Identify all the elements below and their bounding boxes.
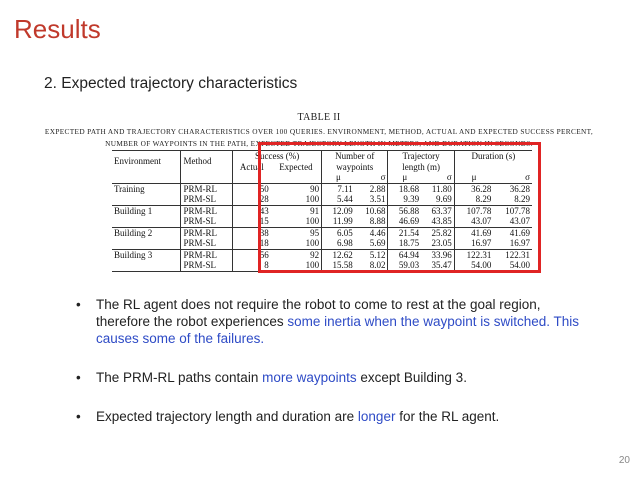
bullet-item (76, 408, 596, 425)
header-duration: Duration (s) (471, 151, 516, 161)
table-row (112, 249, 532, 260)
cell-duration-sigma: 8.29 (514, 194, 530, 204)
cell-duration-mu: 16.97 (471, 238, 492, 248)
cell-duration-sigma: 16.97 (509, 238, 530, 248)
cell-waypoints-sigma: 5.12 (355, 249, 388, 260)
table-row (112, 238, 532, 249)
cell-environment: Building 1 (112, 205, 181, 216)
cell-waypoints-sigma: 8.02 (355, 260, 388, 271)
cell-duration-mu: 54.00 (471, 260, 492, 270)
header-len-mu: μ (402, 172, 408, 182)
bullet-list (76, 296, 596, 447)
cell-method: PRM-RL (181, 205, 233, 216)
cell-method: PRM-RL (181, 183, 233, 194)
cell-waypoints-sigma: 8.88 (355, 216, 388, 227)
cell-duration-sigma: 36.28 (509, 183, 530, 194)
bullet-highlight: longer (357, 409, 396, 424)
header-actual: Actual (239, 161, 264, 172)
header-dur-sigma: σ (525, 172, 530, 182)
header-wp-sigma: σ (355, 172, 388, 183)
bullet-item (76, 369, 596, 386)
cell-expected: 92 (271, 249, 322, 260)
bullet-item (76, 296, 596, 347)
cell-actual: 8 (264, 260, 269, 270)
bullet-text-end: except Building 3. (356, 370, 467, 385)
cell-duration-mu: 107.78 (466, 205, 492, 216)
cell-duration-sigma: 43.07 (509, 216, 530, 226)
cell-length-sigma: 9.69 (421, 194, 454, 205)
table-row (112, 205, 532, 216)
cell-environment: Building 2 (112, 227, 181, 238)
cell-duration-mu: 41.69 (471, 227, 492, 238)
cell-duration-sigma: 41.69 (509, 227, 530, 238)
cell-length-sigma: 35.47 (421, 260, 454, 271)
cell-method: PRM-RL (181, 227, 233, 238)
results-table-grid (112, 150, 532, 272)
header-success: Success (%) (233, 151, 322, 162)
cell-method: PRM-RL (181, 249, 233, 260)
header-dur-mu: μ (471, 172, 477, 182)
cell-length-sigma: 23.05 (421, 238, 454, 249)
cell-length-sigma: 25.82 (421, 227, 454, 238)
cell-length-mu: 59.03 (398, 260, 420, 270)
cell-waypoints-mu: 11.99 (332, 216, 353, 226)
bullet-text-end: for the RL agent. (395, 409, 500, 424)
cell-length-mu: 9.39 (403, 194, 420, 204)
cell-waypoints-mu: 15.58 (332, 260, 353, 270)
cell-environment: Building 3 (112, 249, 181, 260)
cell-waypoints-sigma: 5.69 (355, 238, 388, 249)
cell-waypoints-mu: 12.09 (332, 205, 353, 216)
cell-length-mu: 18.75 (398, 238, 420, 248)
cell-length-mu: 18.68 (398, 183, 420, 194)
cell-duration-mu: 8.29 (475, 194, 492, 204)
cell-environment (112, 260, 181, 271)
cell-length-sigma: 63.37 (421, 205, 454, 216)
header-waypoints: Number of (322, 151, 388, 162)
cell-actual: 50 (259, 183, 269, 194)
cell-waypoints-sigma: 10.68 (355, 205, 388, 216)
cell-environment (112, 194, 181, 205)
results-table (112, 150, 532, 272)
table-row (112, 216, 532, 227)
slide-title: Results (14, 14, 101, 44)
cell-expected: 100 (271, 194, 322, 205)
bullet-text: The PRM-RL paths contain (96, 370, 263, 385)
page-number: 20 (618, 455, 630, 466)
cell-expected: 100 (271, 238, 322, 249)
cell-waypoints-sigma: 3.51 (355, 194, 388, 205)
cell-expected: 91 (271, 205, 322, 216)
cell-length-mu: 21.54 (398, 227, 420, 238)
cell-duration-sigma: 107.78 (505, 205, 530, 216)
cell-actual: 28 (259, 194, 269, 204)
cell-waypoints-mu: 7.11 (337, 183, 353, 194)
cell-length-sigma: 43.85 (421, 216, 454, 227)
bullet-marker: • (76, 297, 81, 312)
cell-waypoints-sigma: 4.46 (355, 227, 388, 238)
cell-waypoints-mu: 6.05 (337, 227, 353, 238)
cell-length-sigma: 33.96 (421, 249, 454, 260)
header-wp-mu: μ (336, 172, 341, 182)
cell-waypoints-sigma: 2.88 (355, 183, 388, 194)
header-environment: Environment (112, 151, 181, 173)
cell-duration-sigma: 122.31 (505, 249, 530, 260)
cell-actual: 18 (259, 238, 269, 248)
cell-expected: 90 (271, 183, 322, 194)
cell-length-mu: 46.69 (398, 216, 420, 226)
table-row (112, 183, 532, 194)
cell-method: PRM-SL (181, 260, 233, 271)
cell-length-mu: 56.88 (398, 205, 420, 216)
cell-duration-mu: 36.28 (471, 183, 492, 194)
header-waypoints-2: waypoints (322, 162, 388, 173)
bullet-text: The RL agent does not require the robot to come to rest at the goal region, therefore the robot experiences (96, 297, 541, 329)
table-caption (0, 112, 638, 150)
cell-waypoints-mu: 12.62 (332, 249, 353, 260)
header-length-2: length (m) (388, 162, 454, 173)
cell-method: PRM-SL (181, 238, 233, 249)
cell-expected: 100 (271, 216, 322, 227)
slide-subtitle: 2. Expected trajectory characteristics (44, 75, 298, 92)
cell-environment: Training (112, 183, 181, 194)
bullet-marker: • (76, 409, 81, 424)
table-row (112, 260, 532, 271)
cell-method: PRM-SL (181, 194, 233, 205)
bullet-marker: • (76, 370, 81, 385)
bullet-text: Expected trajectory length and duration are (96, 409, 358, 424)
header-method: Method (181, 151, 233, 173)
cell-waypoints-mu: 6.98 (337, 238, 353, 248)
bullet-highlight: some inertia when the waypoint is switched. This causes some of the failures. (96, 314, 580, 346)
table-row (112, 194, 532, 205)
table-row (112, 227, 532, 238)
cell-waypoints-mu: 5.44 (337, 194, 353, 204)
cell-expected: 100 (271, 260, 322, 271)
header-expected: Expected (271, 162, 322, 173)
header-length: Trajectory (388, 151, 454, 162)
cell-duration-sigma: 54.00 (509, 260, 530, 270)
cell-length-mu: 64.94 (398, 249, 420, 260)
cell-environment (112, 238, 181, 249)
cell-method: PRM-SL (181, 216, 233, 227)
cell-duration-mu: 43.07 (471, 216, 492, 226)
cell-actual: 56 (259, 249, 269, 260)
table-caption-text: EXPECTED PATH AND TRAJECTORY CHARACTERISTICS OVER 100 QUERIES. ENVIRONMENT, METHOD, ACTUAL AND EXPECTED SUCCESS PERCENT, NUMBER OF WAYPOINTS IN THE PATH, EXPECTED TRAJECTORY LENGTH IN METERS, AND DURATION IN SECONDS. (44, 127, 594, 148)
cell-environment (112, 216, 181, 227)
cell-actual: 43 (259, 205, 269, 216)
cell-expected: 95 (271, 227, 322, 238)
bullet-highlight: more waypoints (262, 370, 357, 385)
header-len-sigma: σ (421, 172, 454, 183)
cell-actual: 15 (259, 216, 269, 226)
cell-length-sigma: 11.80 (421, 183, 454, 194)
cell-actual: 38 (259, 227, 269, 238)
table-label: TABLE II (297, 112, 341, 123)
cell-duration-mu: 122.31 (466, 249, 492, 260)
